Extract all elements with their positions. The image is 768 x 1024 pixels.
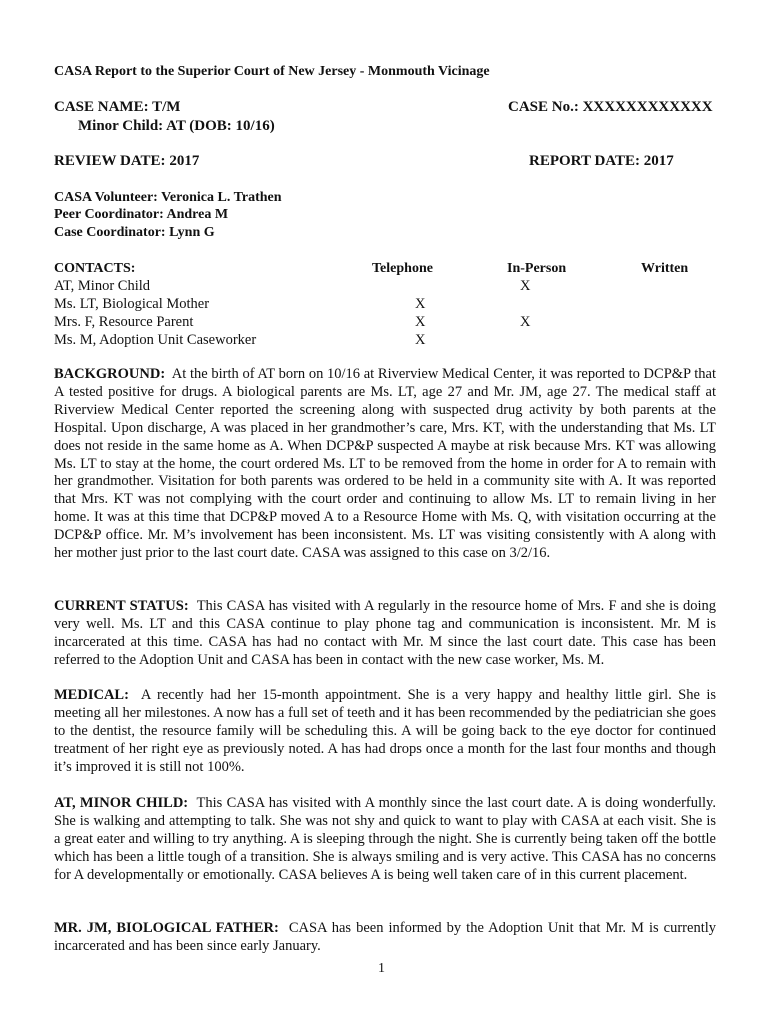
current-status-text: This CASA has visited with A regularly in the resource home of Mrs. F and she is doing very well. Ms. LT and this CASA continue to play phone tag and communication is inconsistent. Mr. M is incarcerated at this time. CASA has had no contact with Mr. M since the last court date. This case has been referred to the Adoption Unit and CASA has been in contact with the new case worker, Ms. M. [54,598,717,668]
medical-heading: MEDICAL: [54,687,129,703]
column-header-in-person: In-Person [507,261,567,276]
telephone-mark: X [415,314,426,330]
review-date-value: 2017 [169,153,200,169]
father-section [54,920,716,956]
minor-child-section [54,795,716,885]
case-number [508,99,713,116]
current-status-section [54,598,716,670]
father-heading: MR. JM, BIOLOGICAL FATHER: [54,920,279,936]
peer-coordinator: Peer Coordinator: Andrea M [54,207,229,222]
casa-volunteer: CASA Volunteer: Veronica L. Trathen [54,190,282,205]
case-coordinator: Case Coordinator: Lynn G [54,225,215,240]
contacts-heading: CONTACTS: [54,261,136,276]
in-person-mark: X [520,278,531,294]
case-number-label: CASE No.: [508,99,579,115]
minor-child-value: AT (DOB: 10/16) [166,118,275,134]
page-number: 1 [378,961,385,976]
background-heading: BACKGROUND: [54,366,166,382]
case-name-value: T/M [152,99,181,115]
case-name-label: CASE NAME: [54,99,149,115]
contact-name: Ms. M, Adoption Unit Caseworker [54,332,257,348]
report-date [529,153,674,170]
review-date-label: REVIEW DATE: [54,153,166,169]
minor-child-heading: AT, MINOR CHILD: [54,795,189,811]
telephone-mark: X [415,332,426,348]
contact-row [54,314,714,332]
contact-name: Mrs. F, Resource Parent [54,314,194,330]
report-date-value: 2017 [643,153,674,169]
report-date-label: REPORT DATE: [529,153,641,169]
contact-row [54,296,714,314]
contact-name: AT, Minor Child [54,278,150,294]
minor-child-text: This CASA has visited with A monthly since the last court date. A is doing wonderfully. She is walking and attempting to talk. She was not shy and quick to want to play with CASA at each visit. She is a great eater and willing to try anything. A is sleeping through the night. She is currently being taken off the bottle which has been a little tough of a transition. She is always smiling and is very active. This CASA has no concerns for A developmentally or emotionally. CASA believes A is being well taken care of in this current placement. [54,795,716,883]
minor-child-info [78,118,275,135]
contact-row [54,278,714,296]
case-name [54,99,180,116]
telephone-mark: X [415,296,426,312]
background-text: At the birth of AT born on 10/16 at Riverview Medical Center, it was reported to DCP&P that A tested positive for drugs. A biological parents are Ms. LT, age 27 and Mr. JM, age 27. The medical staff at Riverview Medical Center reported the screening along with suspected drug activity by both parents at the Hospital. Upon discharge, A was placed in her grandmother’s care, Mrs. KT, with the understanding that Ms. LT does not reside in the same home as A. When DCP&P suspected A maybe at risk because Mrs. KT was allowing Ms. LT to stay at the home, the court ordered Ms. LT to be removed from the home in order for A to remain with her grandmother. Visitation for both parents was ordered to be held in a community site with A. It was reported that Mrs. KT was not complying with the court order and continuing to allow Ms. LT to remain living in her home. It was at this time that DCP&P moved A to a Resource Home with Ms. Q, with visitation occurring at the DCP&P office. Mr. M’s involvement has been inconsistent. Ms. LT was visiting consistently with A along with her mother just prior to the last court date. CASA was assigned to this case on 3/2/16. [54,366,716,562]
column-header-telephone: Telephone [372,261,433,276]
contact-name: Ms. LT, Biological Mother [54,296,210,312]
case-number-value: XXXXXXXXXXXX [582,99,713,115]
in-person-mark: X [520,314,531,330]
current-status-heading: CURRENT STATUS: [54,598,189,614]
column-header-written: Written [641,261,689,276]
medical-section [54,687,716,777]
contact-row [54,332,714,350]
review-date [54,153,199,170]
father-text: CASA has been informed by the Adoption Unit that Mr. M is currently incarcerated and has been since early January. [54,920,716,954]
report-title: CASA Report to the Superior Court of New Jersey - Monmouth Vicinage [54,64,490,79]
medical-text: A recently had her 15-month appointment. She is a very happy and healthy little girl. She is meeting all her milestones. A now has a full set of teeth and it has been recommended by the pediatrician she goes to the dentist, the resource family will be scheduling this. A will be going back to the eye doctor for continued treatment of her right eye as previously noted. A has had drops once a month for the last four months and though it’s improved it is still not 100%. [54,687,716,775]
background-section [54,366,716,563]
minor-child-label: Minor Child: [78,118,164,134]
